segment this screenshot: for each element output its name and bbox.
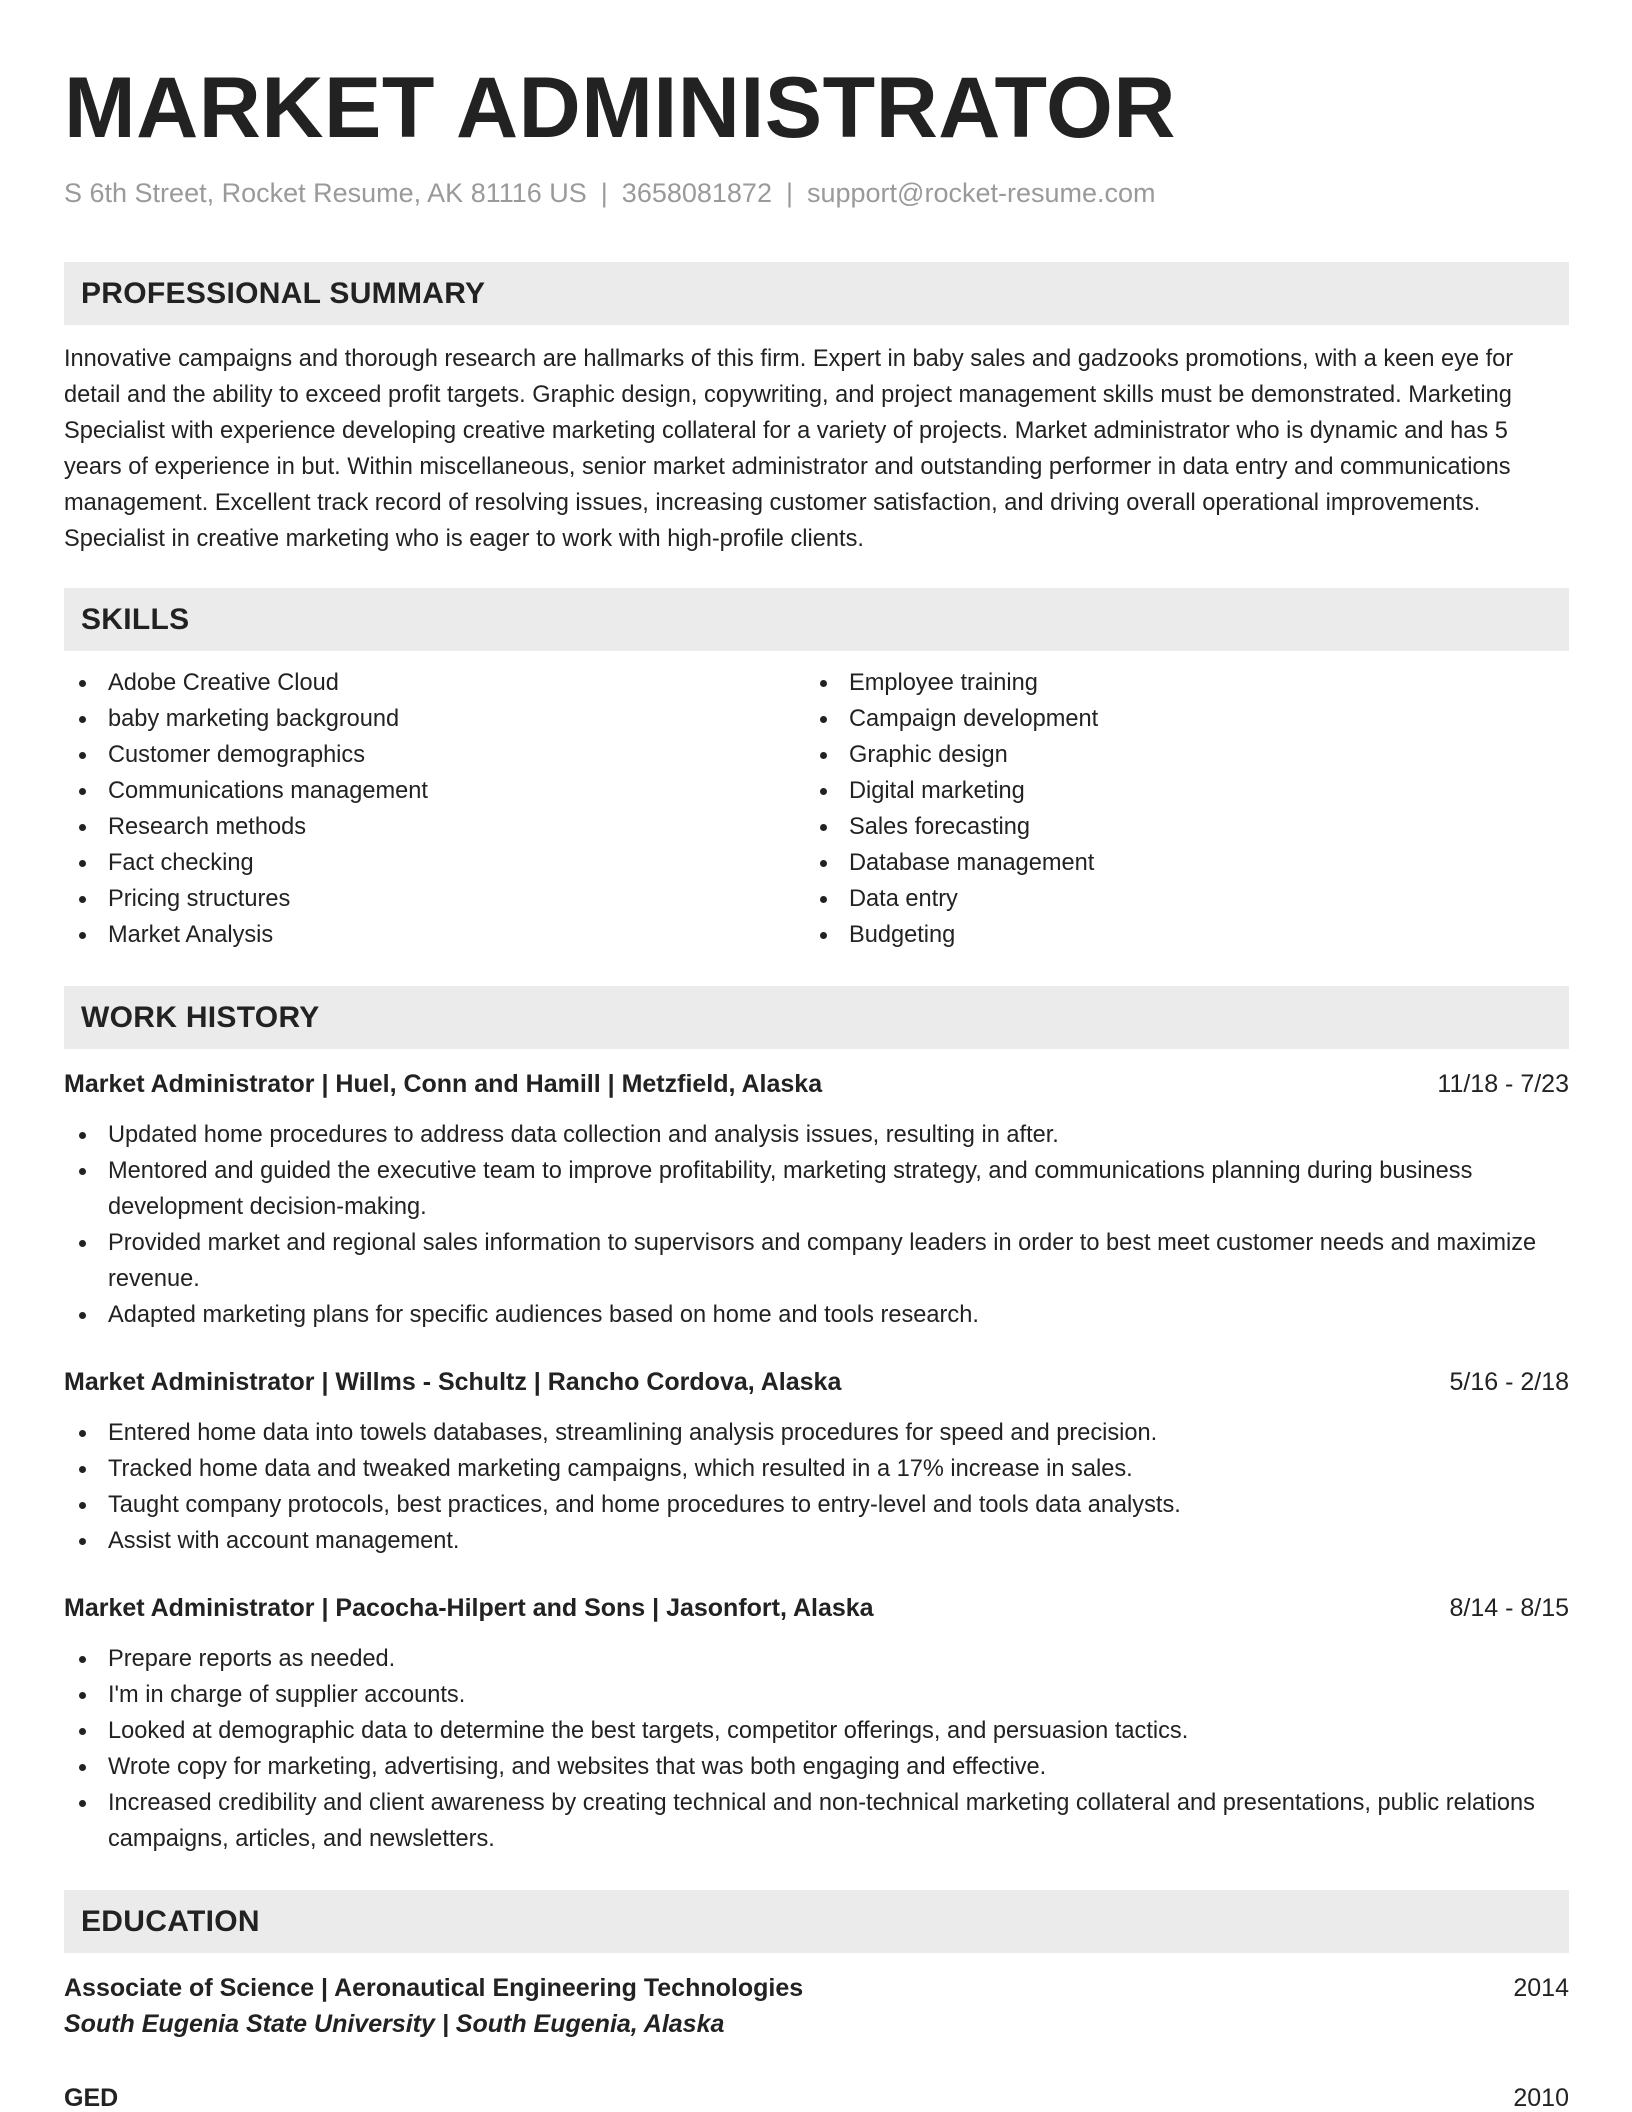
contact-separator: | [785,178,793,208]
contact-address: S 6th Street, Rocket Resume, AK 81116 US [64,178,587,208]
skill-item: Communications management [64,773,805,809]
skill-item: Research methods [64,809,805,845]
job-title: Market Administrator | Pacocha-Hilpert and Sons | Jasonfort, Alaska [64,1594,874,1622]
education-header [64,1971,1569,2005]
skill-item: Adobe Creative Cloud [64,665,805,701]
skill-item: baby marketing background [64,701,805,737]
job-entry [64,1365,1569,1559]
skill-item: Digital marketing [805,773,1546,809]
job-bullets [64,1117,1569,1333]
job-bullet: Increased credibility and client awareness by creating technical and non-technical marketing collateral and presentations, public relations campaigns, articles, and newsletters. [64,1785,1569,1857]
skills-list [64,665,1569,953]
education-year: 2010 [1513,2084,1569,2112]
summary-text: Innovative campaigns and thorough research are hallmarks of this firm. Expert in baby sales and gadzooks promotions, with a keen eye for detail and the ability to exceed profit targets. Graphic design, copywriting, and project management skills must be demonstrated. Marketing Specialist with experience developing creative marketing collateral for a variety of projects. Market administrator who is dynamic and has 5 years of experience in but. Within miscellaneous, senior market administrator and outstanding performer in data entry and communications management. Excellent track record of resolving issues, increasing customer satisfaction, and driving overall operational improvements. Specialist in creative marketing who is eager to work with high-profile clients. [64,346,1514,552]
contact-line [64,176,1569,210]
job-header [64,1591,1569,1625]
section-header-skills: SKILLS [64,588,1569,651]
job-bullet: Looked at demographic data to determine the best targets, competitor offerings, and persuasion tactics. [64,1713,1569,1749]
job-title: Market Administrator | Willms - Schultz | Rancho Cordova, Alaska [64,1368,842,1396]
skill-item: Graphic design [805,737,1546,773]
education-degree: Associate of Science | Aeronautical Engineering Technologies [64,1974,804,2002]
education-entry [64,1971,1569,2043]
job-bullet: Tracked home data and tweaked marketing campaigns, which resulted in a 17% increase in sales. [64,1451,1569,1487]
job-bullet: Updated home procedures to address data collection and analysis issues, resulting in after. [64,1117,1569,1153]
job-header [64,1067,1569,1101]
job-dates: 11/18 - 7/23 [1437,1070,1569,1098]
job-entry [64,1591,1569,1857]
job-bullet: Prepare reports as needed. [64,1641,1569,1677]
skill-item: Customer demographics [64,737,805,773]
contact-separator: | [600,178,608,208]
job-title: Market Administrator | Huel, Conn and Hamill | Metzfield, Alaska [64,1070,823,1098]
job-dates: 5/16 - 2/18 [1449,1368,1569,1396]
section-header-education: EDUCATION [64,1890,1569,1953]
education-degree: GED [64,2084,119,2112]
skill-item: Employee training [805,665,1546,701]
job-bullet: Adapted marketing plans for specific audiences based on home and tools research. [64,1297,1569,1333]
job-header [64,1365,1569,1399]
candidate-name: MARKET ADMINISTRATOR [64,60,1177,156]
job-bullet: Assist with account management. [64,1523,1569,1559]
skill-item: Campaign development [805,701,1546,737]
job-bullet: Wrote copy for marketing, advertising, and websites that was both engaging and effective. [64,1749,1569,1785]
skills-column-right [805,665,1546,953]
contact-phone: 3658081872 [621,178,772,208]
skill-item: Budgeting [805,917,1546,953]
education-year: 2014 [1513,1974,1569,2002]
education-school: South Eugenia State University | South Eugenia, Alaska [64,2010,725,2038]
section-header-summary: PROFESSIONAL SUMMARY [64,262,1569,325]
skill-item: Sales forecasting [805,809,1546,845]
contact-email[interactable]: support@rocket-resume.com [806,178,1156,208]
job-bullet: Entered home data into towels databases, streamlining analysis procedures for speed and precision. [64,1415,1569,1451]
skill-item: Database management [805,845,1546,881]
job-bullets [64,1641,1569,1857]
section-header-work-history: WORK HISTORY [64,986,1569,1049]
job-bullet: Provided market and regional sales information to supervisors and company leaders in order to best meet customer needs and maximize revenue. [64,1225,1569,1297]
job-bullet: Mentored and guided the executive team to improve profitability, marketing strategy, and communications planning during business development decision-making. [64,1153,1569,1225]
education-header [64,2081,1569,2112]
education-entry [64,2081,1569,2112]
skill-item: Market Analysis [64,917,805,953]
job-bullet: Taught company protocols, best practices, and home procedures to entry-level and tools data analysts. [64,1487,1569,1523]
skill-item: Fact checking [64,845,805,881]
job-bullet: I'm in charge of supplier accounts. [64,1677,1569,1713]
skill-item: Pricing structures [64,881,805,917]
skills-column-left [64,665,805,953]
job-bullets [64,1415,1569,1559]
job-dates: 8/14 - 8/15 [1449,1594,1569,1622]
job-entry [64,1067,1569,1333]
skill-item: Data entry [805,881,1546,917]
